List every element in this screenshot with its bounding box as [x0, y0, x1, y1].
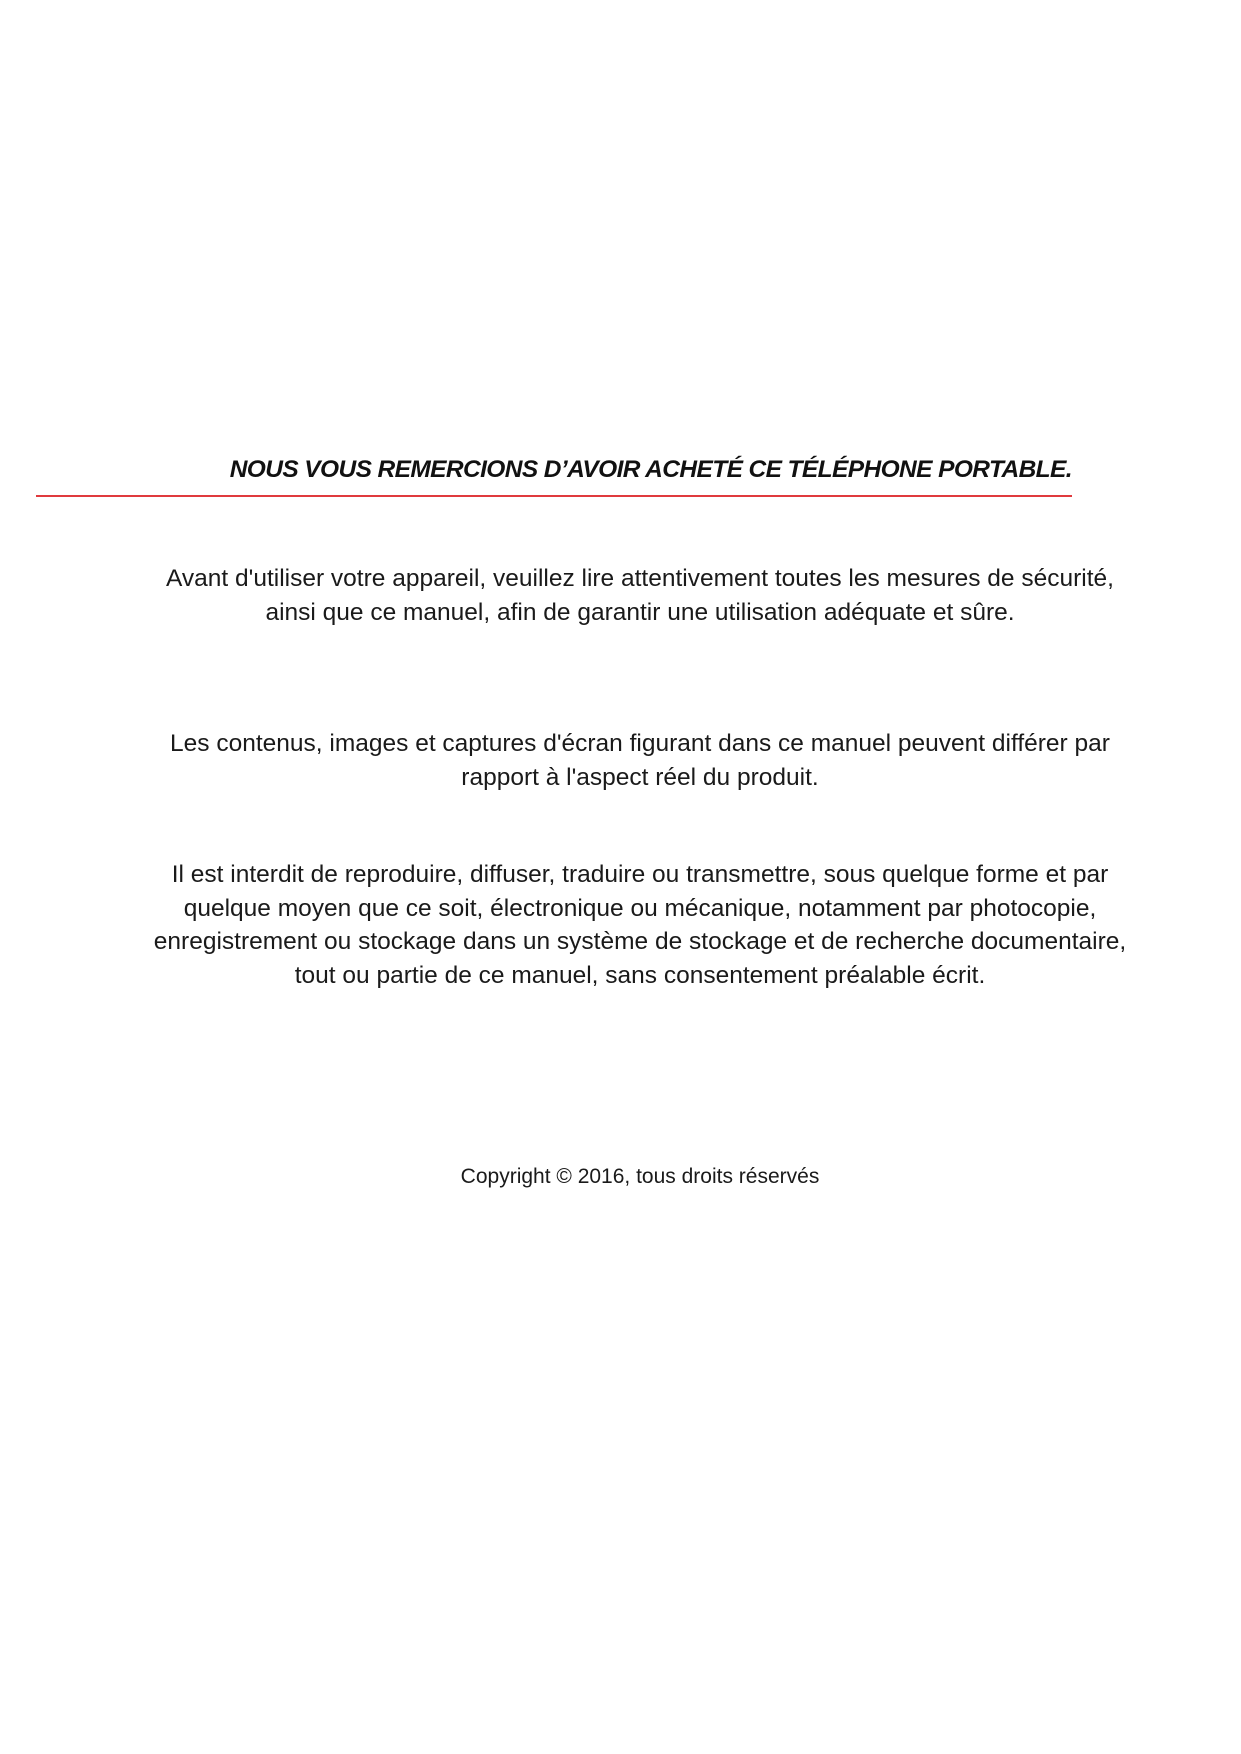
reproduction-prohibition-paragraph: Il est interdit de reproduire, diffuser, traduire ou transmettre, sous quelque forme et par quelque moyen que ce soit, électronique ou mécanique, notamment par photocopie, enregistrement ou stockage dans un système de stockage et de recherche documentaire, tout ou partie de ce manuel, sans consentement préalable écrit. [153, 861, 1127, 989]
content-disclaimer-paragraph: Les contenus, images et captures d'écran figurant dans ce manuel peuvent différer par rapport à l'aspect réel du produit. [170, 730, 1110, 791]
page-title: NOUS VOUS REMERCIONS D’AVOIR ACHETÉ CE TÉLÉPHONE PORTABLE. [229, 456, 1072, 483]
copyright-notice: Copyright © 2016, tous droits réservés [460, 1165, 820, 1188]
title-block [36, 456, 1072, 498]
safety-notice-paragraph: Avant d'utiliser votre appareil, veuillez lire attentivement toutes les mesures de sécurité, ainsi que ce manuel, afin de garantir une utilisation adéquate et sûre. [166, 565, 1114, 626]
title-underline-rule [36, 495, 1072, 497]
